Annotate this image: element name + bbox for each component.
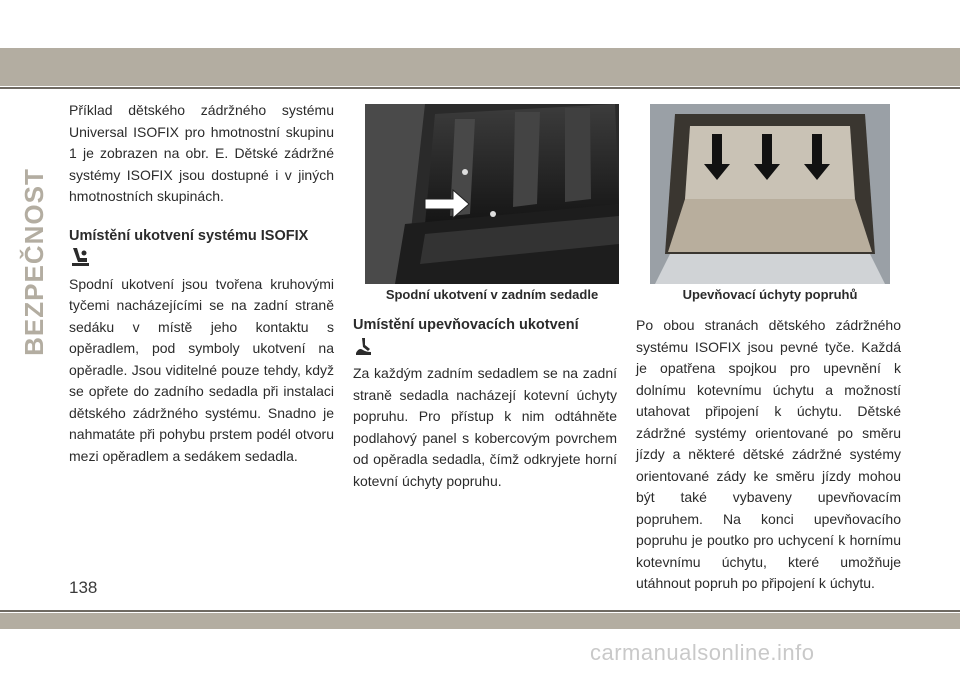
- tether-heading: Umístění upevňovacích ukotvení: [353, 317, 579, 333]
- tether-anchor-icon: [353, 335, 617, 357]
- isofix-heading: Umístění ukotvení systému ISOFIX: [69, 227, 309, 244]
- intro-paragraph: Příklad dětského zádržného systému Universal ISOFIX pro hmotnostní skupinu 1 je zobrazen na obr. E. Dětské zádržné systémy ISOFIX jsou dostupné i v jiných hmotnostních skupinách.: [69, 102, 334, 204]
- isofix-seat-icon: [69, 246, 334, 268]
- isofix-body: Spodní ukotvení jsou tvořena kruhovými tyčemi nacházejícími se na zadní straně sedáku v místě jeho kontaktu s opěradlem, pod symboly ukotvení na opěradle. Jsou viditelné pouze tehdy, když se opřete do zadního sedadla při instalaci dětského zádržného systému. Snadno je nahmatáte při pohybu prstem podél otvoru mezi opěradlem a sedákem sedadla.: [69, 275, 334, 464]
- footer-rule: [0, 610, 960, 612]
- column-1: [69, 100, 334, 467]
- rear-seat-photo: [365, 104, 619, 284]
- page-number: 138: [69, 578, 98, 597]
- column-3: [636, 315, 901, 595]
- footer-band: [0, 613, 960, 629]
- tether-body: Za každým zadním sedadlem se na zadní straně sedadla nacházejí kotevní úchyty popruhu. Pro přístup k nim odtáhněte podlahový panel s kobercovým povrchem od opěradla sedadla, čímž odkryjete horní kotevní úchyty popruhu.: [353, 365, 617, 489]
- section-label: BEZPEČNOST: [19, 168, 49, 356]
- figure-caption-2: Upevňovací úchyty popruhů: [682, 287, 858, 302]
- isofix-details-body: Po obou stranách dětského zádržného systému ISOFIX jsou pevné tyče. Každá je opatřena spojkou pro upevnění k dolnímu kotevnímu úchytu a možností utahovat připojení k úchytu. Dětské zádržné systémy orientované po směru jízdy a některé dětské zádržné systémy orientované zády ke směru jízdy mohou být také vybaveny upevňovacím popruhem. Na konci upevňovacího popruhu je poutko pro uchycení k hornímu kotevnímu úchytu, které umožňuje utáhnout popruh po připojení k úchytu.: [636, 317, 901, 591]
- cargo-area-photo: [650, 104, 890, 284]
- watermark: carmanualsonline.info: [590, 640, 815, 665]
- figure-caption-1: Spodní ukotvení v zadním sedadle: [385, 287, 599, 302]
- column-2: [353, 315, 617, 492]
- header-band: [0, 48, 960, 86]
- header-rule: [0, 87, 960, 89]
